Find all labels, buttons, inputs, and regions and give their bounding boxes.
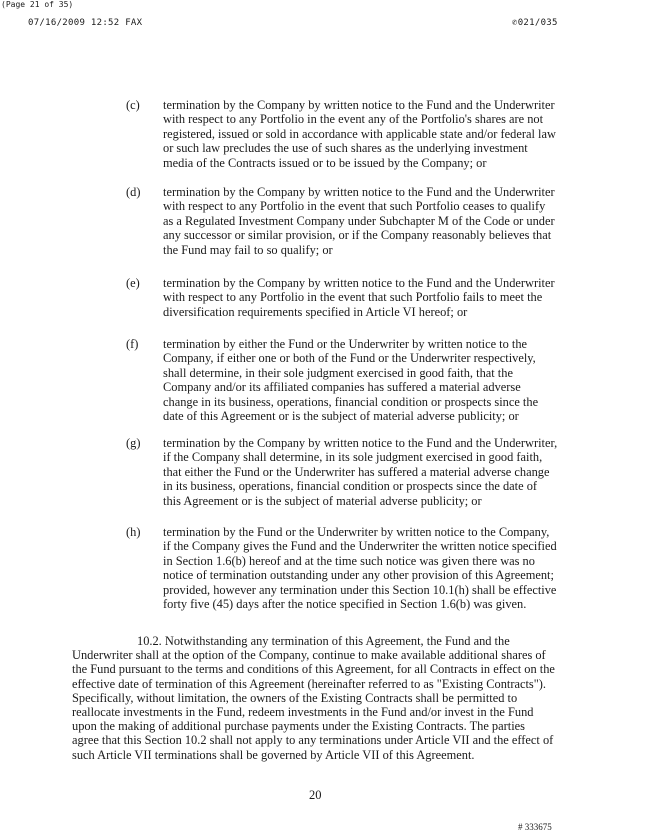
fax-header-page-count: ✆021/035 xyxy=(512,18,558,28)
text-line: 10.2. Notwithstanding any termination of this Agreement, the Fund and the xyxy=(137,634,510,648)
text-line: provided, however any termination under this Section 10.1(h) shall be effective xyxy=(163,582,557,597)
item-marker: (d) xyxy=(126,185,141,199)
text-line: termination by either the Fund or the Underwriter by written notice to the xyxy=(163,337,528,351)
text-line: media of the Contracts issued or to be issued by the Company; or xyxy=(163,155,487,170)
text-line: any successor or similar provision, or if the Company reasonably believes that xyxy=(163,228,552,243)
document-id: # 333675 xyxy=(518,822,552,832)
text-line: if the Company shall determine, in its sole judgment exercised in good faith, xyxy=(163,450,543,465)
text-line: this Agreement or is the subject of material adverse publicity; or xyxy=(163,493,482,508)
text-line: that either the Fund or the Underwriter has suffered a material adverse change xyxy=(163,464,550,479)
text-line: with respect to any Portfolio in the event that such Portfolio fails to meet the xyxy=(163,290,543,305)
text-line: notice of termination outstanding under any other provision of this Agreement; xyxy=(163,568,554,583)
page-label: (Page 21 of 35) xyxy=(1,0,74,9)
text-line: diversification requirements specified in Article VI hereof; or xyxy=(163,304,468,319)
text-line: reallocate investments in the Fund, redeem investments in the Fund and/or invest in the Fund xyxy=(72,705,534,720)
text-line: if the Company gives the Fund and the Underwriter the written notice specified xyxy=(163,539,557,554)
text-line: agree that this Section 10.2 shall not apply to any terminations under Article VII and the effect of xyxy=(72,733,554,748)
text-line: registered, issued or sold in accordance with applicable state and/or federal law xyxy=(163,126,556,141)
item-text xyxy=(163,276,558,319)
text-line: termination by the Company by written notice to the Fund and the Underwriter xyxy=(163,98,555,112)
item-marker: (g) xyxy=(126,436,141,450)
text-line: Specifically, without limitation, the owners of the Existing Contracts shall be permitted to xyxy=(72,690,518,705)
text-line: shall determine, in their sole judgment exercised in good faith, that the xyxy=(163,365,513,380)
text-line: termination by the Company by written notice to the Fund and the Underwriter xyxy=(163,276,555,290)
text-line: with respect to any Portfolio in the event that such Portfolio ceases to qualify xyxy=(163,199,546,214)
text-line: upon the making of additional purchase payments under the Existing Contracts. The parties xyxy=(72,719,525,734)
item-marker: (c) xyxy=(126,98,140,112)
text-line: date of this Agreement or is the subject of material adverse publicity; or xyxy=(163,409,519,424)
page-number: 20 xyxy=(309,788,322,802)
item-marker: (h) xyxy=(126,525,141,539)
section-10-2-paragraph xyxy=(72,634,562,762)
text-line: change in its business, operations, financial condition or prospects since the xyxy=(163,394,539,409)
text-line: in Section 1.6(b) hereof and at the time such notice was given there was no xyxy=(163,553,535,568)
item-text xyxy=(163,337,558,423)
item-text xyxy=(163,98,558,170)
text-line: Company and/or its affiliated companies has suffered a material adverse xyxy=(163,380,521,395)
text-line: Underwriter shall at the option of the Company, continue to make available additional shares of xyxy=(72,648,546,663)
text-line: effective date of termination of this Agreement (hereinafter referred to as "Existing Contracts"). xyxy=(72,676,547,691)
text-line: the Fund pursuant to the terms and conditions of this Agreement, for all Contracts in effect on the xyxy=(72,662,555,677)
item-text xyxy=(163,525,558,611)
item-text xyxy=(163,436,558,508)
text-line: as a Regulated Investment Company under Subchapter M of the Code or under xyxy=(163,213,555,228)
text-line: termination by the Fund or the Underwriter by written notice to the Company, xyxy=(163,525,550,539)
item-text xyxy=(163,185,558,257)
text-line: such Article VII terminations shall be governed by Article VII of this Agreement. xyxy=(72,747,475,762)
text-line: the Fund may fail to so qualify; or xyxy=(163,242,333,257)
text-line: Company, if either one or both of the Fund or the Underwriter respectively, xyxy=(163,351,536,366)
text-line: termination by the Company by written notice to the Fund and the Underwriter, xyxy=(163,436,558,450)
item-marker: (e) xyxy=(126,276,140,290)
text-line: in its business, operations, financial condition or prospects since the date of xyxy=(163,479,538,494)
item-marker: (f) xyxy=(126,337,139,351)
text-line: forty five (45) days after the notice specified in Section 1.6(b) was given. xyxy=(163,597,527,612)
text-line: with respect to any Portfolio in the event any of the Portfolio's shares are not xyxy=(163,112,544,127)
text-line: termination by the Company by written notice to the Fund and the Underwriter xyxy=(163,185,555,199)
fax-header-timestamp: 07/16/2009 12:52 FAX xyxy=(28,18,143,28)
text-line: or such law precludes the use of such shares as the underlying investment xyxy=(163,141,528,156)
